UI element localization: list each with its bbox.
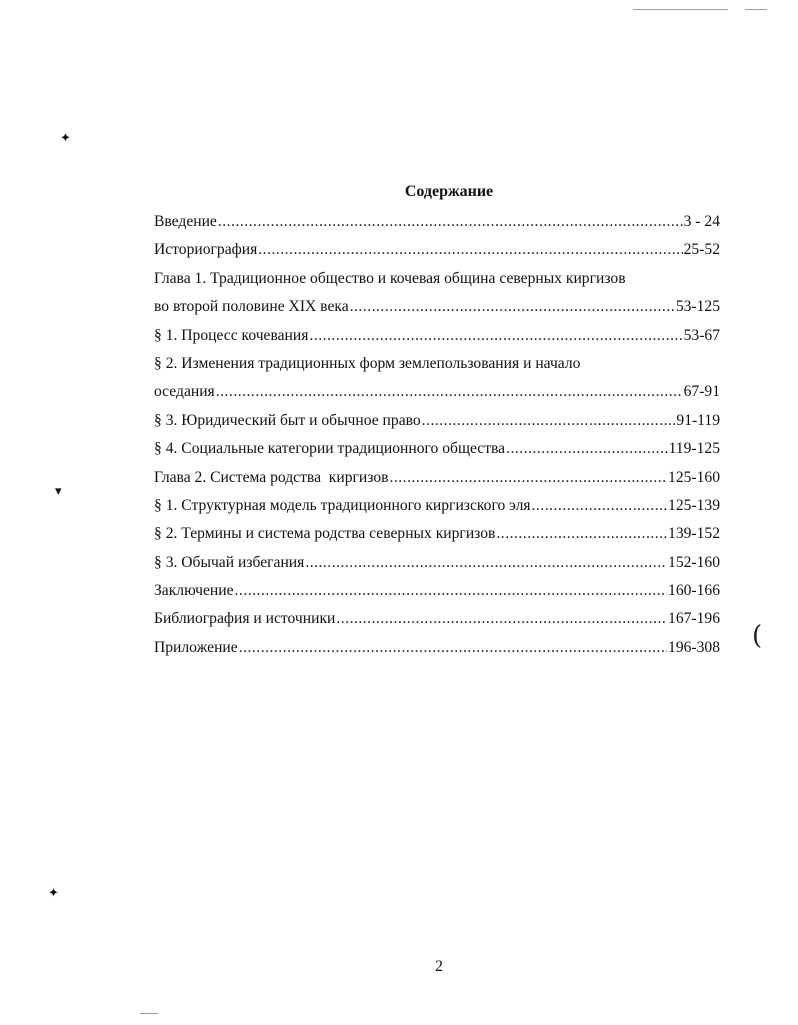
toc-entry-pages: 3 - 24 [683, 213, 720, 230]
toc-entry-ch1-section4 [154, 435, 720, 463]
toc-entry-label: § 3. Юридический быт и обычное право [154, 411, 421, 429]
toc-entry-ch1-section2-cont [154, 378, 720, 406]
toc-entry-intro [154, 208, 720, 236]
scan-speck-icon: ✦ [60, 130, 71, 145]
toc-entry-pages: 160-166 [668, 582, 720, 600]
toc-entry-ch2-section2 [154, 520, 720, 548]
toc-leader-dots [336, 605, 667, 633]
toc-entry-label: оседания [154, 383, 215, 401]
toc-entry-label: § 2. Изменения традиционных форм землепользования и начало [154, 354, 581, 372]
toc-entry-ch2-section3 [154, 549, 720, 577]
toc-entry-bibliography [154, 605, 720, 633]
scan-bottom-rule [140, 1013, 158, 1014]
toc-entry-label: § 3. Обычай избегания [154, 553, 305, 571]
toc-entry-pages: 53-67 [683, 326, 720, 344]
toc-entry-chapter1-cont [154, 293, 720, 321]
toc-leader-dots [506, 435, 667, 463]
toc-leader-dots [305, 549, 667, 577]
toc-entry-pages: 67-91 [683, 383, 720, 401]
toc-entry-pages: 125-160 [668, 468, 720, 486]
toc-entry-conclusion [154, 577, 720, 605]
toc-entry-ch1-section2 [154, 350, 720, 378]
toc-entry-label: § 2. Термины и система родства северных киргизов [154, 525, 496, 543]
toc-leader-dots [309, 322, 682, 350]
toc-entry-label: Приложение [154, 638, 238, 656]
toc-leader-dots [496, 520, 667, 548]
toc-leader-dots [350, 293, 675, 321]
toc-leader-dots [532, 492, 667, 520]
toc-entry-label: во второй половине XIX века [154, 298, 349, 316]
toc-entry-pages: 125-139 [668, 496, 720, 514]
toc-leader-dots [235, 577, 667, 605]
toc-entry-ch2-section1 [154, 492, 720, 520]
toc-entry-label: Историография [154, 241, 258, 259]
toc-entry-label: Введение [154, 213, 217, 230]
toc-entry-label: Библиография и источники [154, 610, 336, 628]
toc-leader-dots [218, 208, 683, 236]
scan-top-rule [633, 9, 728, 10]
scan-top-rule [745, 9, 767, 10]
page-number: 2 [435, 958, 443, 975]
scan-speck-icon: ▾ [55, 483, 62, 498]
toc-entry-label: Глава 2. Система родства киргизов [154, 468, 389, 486]
toc-entry-label: Заключение [154, 582, 234, 600]
toc-entry-pages: 139-152 [668, 525, 720, 543]
toc-entry-pages: 25-52 [683, 241, 720, 259]
toc-leader-dots [258, 236, 682, 264]
toc-leader-dots [216, 378, 683, 406]
toc-entry-label: § 1. Структурная модель традиционного киргизского эля [154, 496, 531, 514]
toc-entry-label: § 1. Процесс кочевания [154, 326, 309, 344]
toc-entry-pages: 167-196 [668, 610, 720, 628]
toc-entry-pages: 152-160 [668, 553, 720, 571]
scan-speck-icon: ✦ [48, 885, 59, 900]
toc-entry-pages: 196-308 [668, 638, 720, 656]
toc-entry-historiography [154, 236, 720, 264]
toc-entry-pages: 119-125 [668, 440, 720, 458]
toc-leader-dots [239, 634, 667, 662]
toc-entry-pages: 91-119 [676, 411, 720, 429]
table-of-contents [154, 208, 720, 662]
toc-entry-ch1-section3 [154, 407, 720, 435]
toc-entry-pages: 53-125 [675, 298, 720, 316]
toc-entry-label: Глава 1. Традиционное общество и кочевая община северных киргизов [154, 269, 626, 287]
toc-title: Содержание [404, 183, 494, 200]
toc-entry-appendix [154, 634, 720, 662]
toc-leader-dots [422, 407, 676, 435]
toc-leader-dots [389, 464, 667, 492]
margin-bracket-mark: ( [752, 621, 763, 651]
toc-entry-ch1-section1 [154, 322, 720, 350]
toc-entry-chapter2 [154, 464, 720, 492]
toc-entry-chapter1 [154, 265, 720, 293]
toc-entry-label: § 4. Социальные категории традиционного общества [154, 440, 506, 458]
